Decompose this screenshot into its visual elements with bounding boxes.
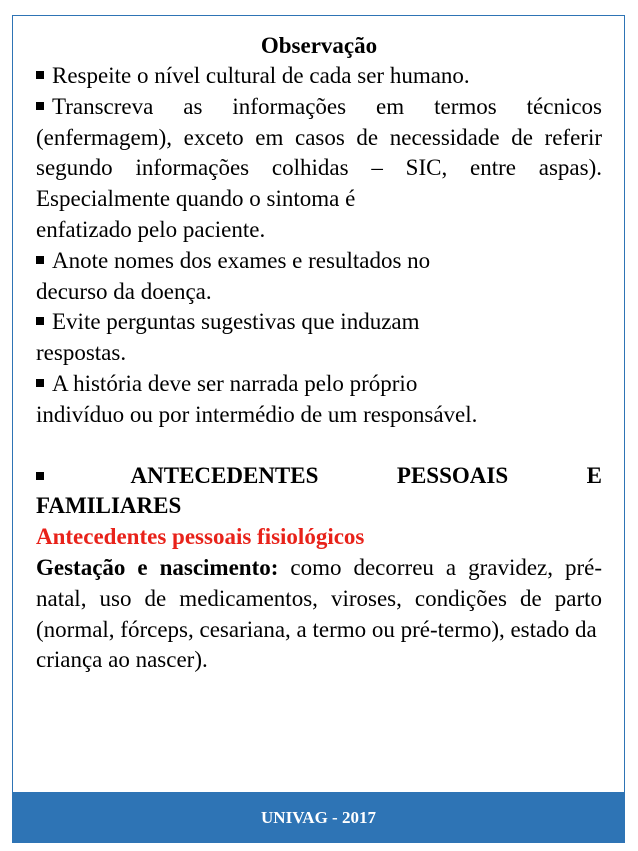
section-word: PESSOAIS — [396, 462, 509, 488]
bullet-item-3-end: decurso da doença. — [36, 278, 212, 304]
bullet-item-2-end: enfatizado pelo paciente. — [36, 216, 266, 242]
square-bullet-icon — [36, 472, 44, 480]
paragraph — [36, 553, 602, 645]
bullet-item-4: Evite perguntas sugestivas que induzam — [36, 307, 602, 338]
bullet-item-1: Respeite o nível cultural de cada ser humano. — [36, 61, 602, 92]
document-body — [36, 31, 602, 676]
footer-text: UNIVAG - 2017 — [261, 807, 376, 827]
bullet-item-5-end: indivíduo ou por intermédio de um responsável. — [36, 401, 478, 427]
subsection-heading: Antecedentes pessoais fisiológicos — [36, 524, 365, 550]
paragraph-end: criança ao nascer). — [36, 647, 208, 673]
square-bullet-icon — [36, 379, 44, 387]
footer-bar — [12, 792, 625, 843]
bullet-item-4-end: respostas. — [36, 340, 127, 366]
bullet-item-5: A história deve ser narrada pelo próprio — [36, 369, 602, 400]
square-bullet-icon — [36, 317, 44, 325]
section-word: ANTECEDENTES — [130, 462, 319, 488]
paragraph-text: como decorreu a gravidez, pré-natal, uso de medicamentos, viroses, condições de parto (normal, fórceps, cesariana, a termo ou pré-termo), estado da — [36, 554, 603, 642]
page-title: Observação — [260, 33, 378, 58]
section-heading — [36, 461, 602, 492]
bullet-item-3: Anote nomes dos exames e resultados no — [36, 246, 602, 277]
square-bullet-icon — [36, 256, 44, 264]
square-bullet-icon — [36, 102, 44, 110]
section-word: E — [586, 462, 602, 488]
paragraph-label: Gestação e nascimento: — [36, 554, 279, 580]
section-heading-end: FAMILIARES — [36, 493, 182, 519]
bullet-item-2: Transcreva as informações em termos técnicos (enfermagem), exceto em casos de necessidade de referir segundo informações colhidas – SIC, entre aspas). Especialmente quando o sintoma é — [36, 93, 602, 212]
square-bullet-icon — [36, 71, 44, 79]
spacer — [36, 431, 602, 461]
